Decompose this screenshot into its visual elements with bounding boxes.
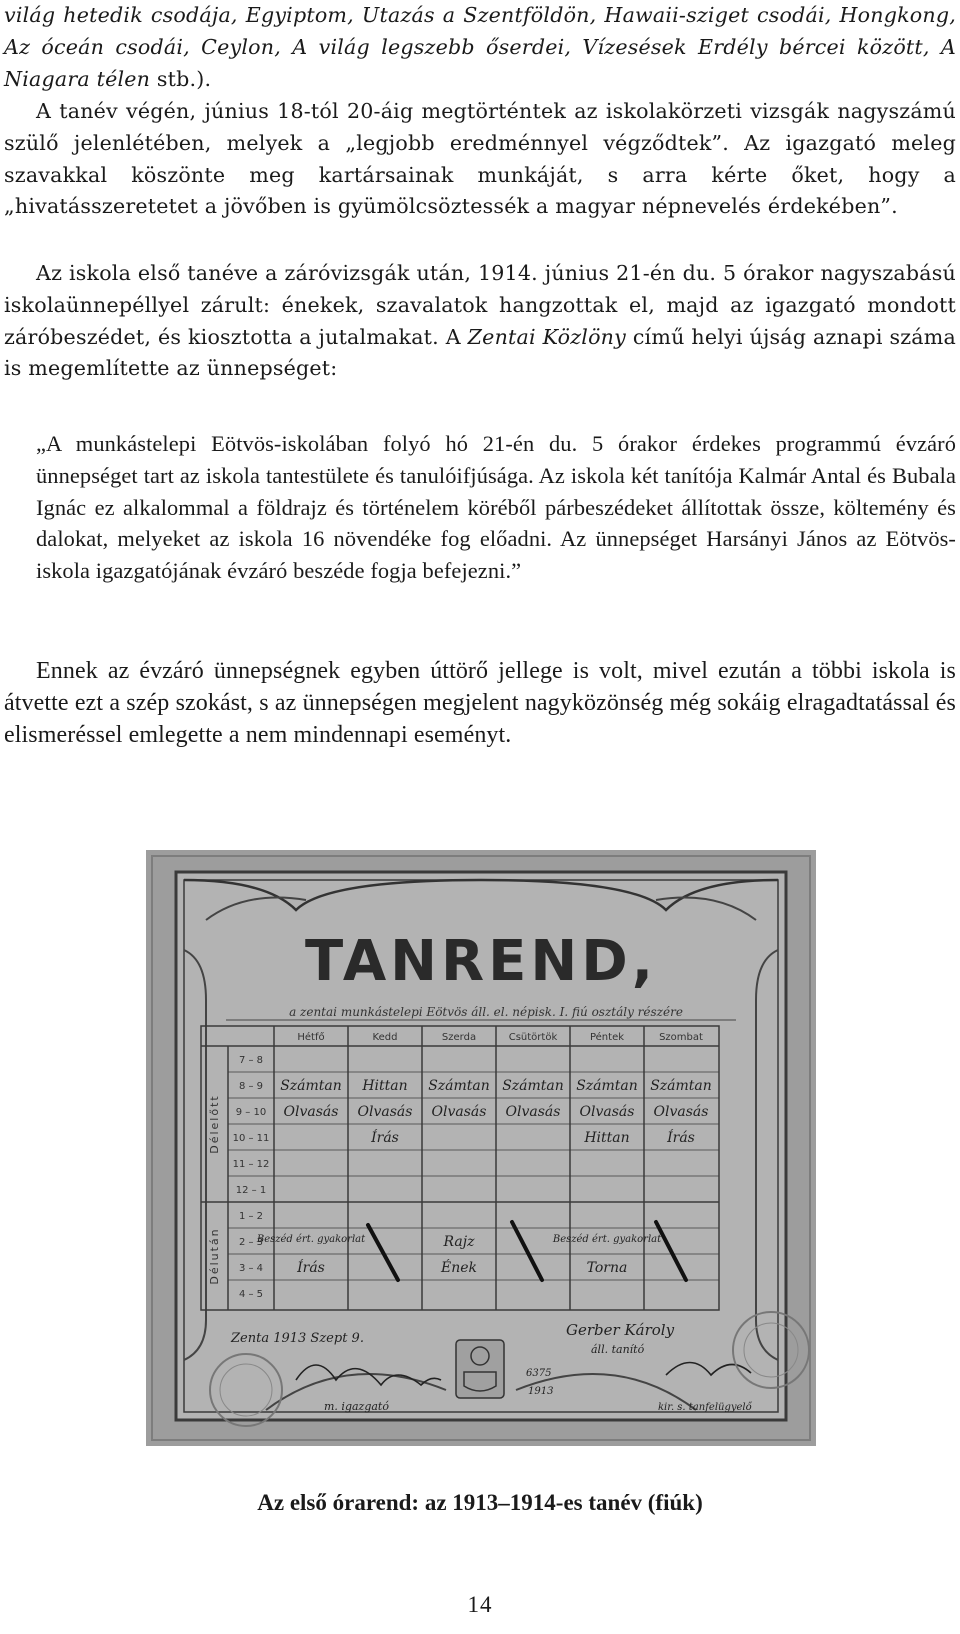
time-label: 2 – 3 [238,1237,264,1248]
timetable-title: TANREND, [304,929,658,994]
paragraph-1-end: stb.). [150,66,212,91]
day-header-2: Kedd [372,1032,398,1043]
place-date: Zenta 1913 Szept 9. [231,1331,364,1346]
time-label: 12 – 1 [235,1185,267,1196]
paragraph-1 [4,0,956,95]
time-label: 7 – 8 [238,1055,264,1066]
time-label: 9 – 10 [235,1107,267,1118]
day-header-1: Hétfő [297,1032,325,1043]
teacher-title: áll. tanító [591,1343,645,1356]
teacher-signature: Gerber Károly [566,1321,675,1339]
time-label: 11 – 12 [232,1159,270,1170]
subject-cell: Írás [667,1130,695,1146]
paragraph-2: A tanév végén, június 18-tól 20-áig megtörténtek az iskolakörzeti vizsgák nagyszámú szülő jelenlétében, melyek a „legjobb eredménnyel végződtek”. Az igazgató meleg szavakkal köszönte meg kartársainak munkáját, s arra kérte őket, hogy a „hivatásszeretetet a jövőben is gyümölcsöztessék a magyar népnevelés érdekében”. [4,99,956,219]
day-header-4: Csütörtök [508,1032,558,1043]
time-label: 3 – 4 [238,1263,264,1274]
day-header-6: Szombat [659,1032,703,1043]
subject-cell: Hittan [362,1078,408,1094]
stamp-number: 6375 [526,1368,552,1379]
subject-cell: Számtan [576,1078,638,1094]
paragraph-3-text-end: című helyi újság aznapi száma is megemlítette az ünnepséget: [4,324,956,381]
time-label: 1 – 2 [238,1211,264,1222]
subject-cell: Beszéd ért. gyakorlat [256,1234,366,1245]
subject-cell: Ének [440,1260,478,1276]
subject-cell: Olvasás [357,1104,413,1120]
time-label: 4 – 5 [238,1289,264,1300]
subject-cell: Olvasás [505,1104,561,1120]
section-afternoon: Délután [208,1227,221,1285]
timetable-subtitle: a zentai munkástelepi Eötvös áll. el. népisk. I. fiú osztály részére [289,1005,683,1019]
paragraph-3-text: Az iskola első tanéve a záróvizsgák után, 1914. június 21-én du. 5 órakor nagyszabású iskolaünnepéllyel zárult: énekek, szavalatok hangzottak el, majd az igazgató mondott záróbeszédet, és kiosztotta a jutalmakat. A [4,261,956,349]
subject-cell: Olvasás [283,1104,339,1120]
coat-of-arms [456,1340,504,1398]
paragraph-4: Ennek az évzáró ünnepségnek egyben úttörő jellege is volt, mivel ezután a többi iskola is átvette ezt a szép szokást, s az ünnepségen megjelent nagyközönség még sokáig elragadtatással és elismeréssel emlegette a nem mindennapi eseményt. [4,658,956,748]
newspaper-title: Zentai Közlöny [467,324,626,349]
figure-caption: Az első órarend: az 1913–1914-es tanév (fiúk) [257,1490,703,1515]
paragraph-1-italic: világ hetedik csodája, Egyiptom, Utazás a Szentföldön, Hawaii-sziget csodái, Hongkong, Az óceán csodái, Ceylon, A világ legszebb őserdei, Vízesések Erdély bércei között, A Niagara télen [4,3,956,91]
time-label: 8 – 9 [238,1081,264,1092]
subject-cell: Írás [297,1260,325,1276]
newspaper-quote: „A munkástelepi Eötvös-iskolában folyó hó 21-én du. 5 órakor érdekes programmú évzáró ünnepséget tart az iskola tantestülete és tanulóifjúsága. Az iskola két tanítója Kalmár Antal és Bubala Ignác ez alkalommal a földrajz és történelem köréből párbeszédeket állítottak össze, költemény és dalokat, melyeket az iskola 16 növendéke fog előadni. Az ünnepséget Harsányi János az Eötvös-iskola igazgatójának évzáró beszéde fogja befejezni.” [36,431,956,584]
subject-cell: Számtan [650,1078,712,1094]
subject-cell: Olvasás [653,1104,709,1120]
stamp-year: 1913 [528,1386,554,1397]
subject-cell: Számtan [280,1078,342,1094]
subject-cell: Írás [371,1130,399,1146]
subject-cell: Hittan [584,1130,630,1146]
page-number: 14 [467,1592,493,1617]
inspector-title: kir. s. tanfelügyelő [658,1402,752,1413]
subject-cell: Beszéd ért. gyakorlat [552,1234,662,1245]
paragraph-3 [4,258,956,385]
subject-cell: Olvasás [579,1104,635,1120]
day-header-5: Péntek [589,1032,625,1043]
day-header-3: Szerda [441,1032,477,1043]
director-title: m. igazgató [324,1400,389,1413]
subject-cell: Torna [586,1260,628,1276]
subject-cell: Olvasás [431,1104,487,1120]
timetable-photo [146,850,816,1446]
section-morning: Délelőtt [208,1094,221,1154]
subject-cell: Számtan [428,1078,490,1094]
subject-cell: Számtan [502,1078,564,1094]
subject-cell: Rajz [443,1234,475,1250]
time-label: 10 – 11 [232,1133,270,1144]
